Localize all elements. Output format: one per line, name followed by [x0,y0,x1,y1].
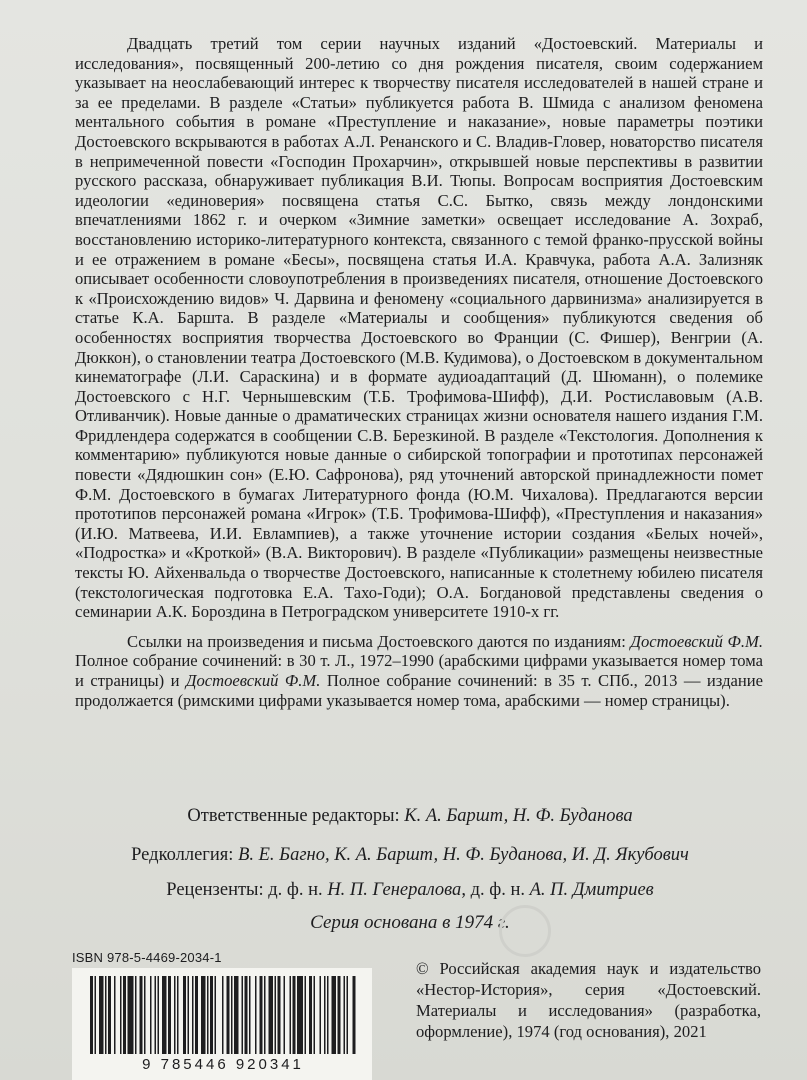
reviewers-label: Рецензенты: д. ф. н. [166,880,328,900]
barcode-bar [231,976,233,1054]
barcode [86,976,360,1054]
reviewer-2: А. П. Дмитриев [529,880,654,900]
annotation-text [75,34,763,710]
barcode-bar [305,976,307,1054]
barcode-bar [183,976,186,1054]
annotation-paragraph-2 [75,632,763,710]
citation-text-c: Полное собрание сочинений: в 30 т. Л., 1972–1990 (арабскими цифрами указывается номер тома и страницы) и [75,651,763,690]
barcode-bar [353,976,356,1054]
barcode-bar [90,976,93,1054]
editorial-board-line [60,845,760,866]
barcode-panel [72,968,372,1080]
barcode-bar [245,976,248,1054]
barcode-bar [347,976,349,1054]
barcode-bar [177,976,179,1054]
barcode-bar [174,976,176,1054]
barcode-bar [108,976,111,1054]
barcode-bar [120,976,122,1054]
barcode-bar [140,976,143,1054]
copyright-text: © Российская академия наук и издательство «Нестор-История», серия «Достоевский. Материалы и исследования» (разработка, оформление), 1974 (год основания), 2021 [416,959,761,1041]
barcode-bar [249,976,251,1054]
citation-text-e: Полное собрание сочинений: в 35 т. СПб., 2013 — издание продолжается (римскими цифрами указывается номер тома, арабскими — номер страницы). [75,671,763,710]
citation-author-2: Достоевский Ф.М. [185,671,321,690]
barcode-bar [260,976,263,1054]
barcode-bar [150,976,152,1054]
barcode-bar [210,976,213,1054]
reviewer-1: Н. П. Генералова [327,880,462,900]
editors-label: Ответственные редакторы: [187,806,405,826]
series-founded-line: Серия основана в 1974 г. [310,912,510,933]
publisher-watermark [440,905,610,961]
editors-names: К. А. Баршт, Н. Ф. Буданова [404,806,633,826]
barcode-bar [227,976,230,1054]
barcode-bar [309,976,312,1054]
barcode-bar [234,976,239,1054]
citation-text-a: Ссылки на произведения и письма Достоевского даются по изданиям: [127,631,631,651]
barcode-bar [269,976,274,1054]
barcode-bar [297,976,303,1054]
barcode-bar [158,976,160,1054]
barcode-digits: 9 785446 920341 [142,1056,304,1073]
barcode-bar [123,976,126,1054]
barcode-bar [195,976,198,1054]
citation-author-1: Достоевский Ф.М. [630,631,763,651]
barcode-bar [255,976,257,1054]
barcode-bar [222,976,224,1054]
annotation-paragraph-1: Двадцать третий том серии научных изданий «Достоевский. Материалы и исследования», посвященный 200-летию со дня рождения писателя, своим содержанием указывает на неослабевающий интерес к творчеству писателя исследователей в нашей стране и за ее пределами. В разделе «Статьи» публикуется работа В. Шмида с анализом феномена ментального события в романе «Преступление и наказание», новые параметры поэтики Достоевского вскрываются в работах А.Л. Ренанского и С. Владив-Гловер, новаторство писателя в непримеченной повести «Господин Прохарчин», открывшей новые перспективы в развитии русского рассказа, обнаруживает публикация В.И. Тюпы. Вопросам восприятия Достоевским идеологии «единоверия» посвящена статья С.С. Бытко, связь между лондонскими впечатлениями 1862 г. и очерком «Зимние заметки» освещает исследование А. Зохраб, восстановлению историко-литературного контекста, связанного с темой франко-прусской войны и ее отражением в романе «Бесы», посвящена статья И.А. Кравчука, работа А.А. Зализняк описывает особенности словоупотребления в произведениях писателя, отношение Достоевского к «Происхождению видов» Ч. Дарвина и феномену «социального дарвинизма» анализируется в статье К.А. Баршта. В разделе «Материалы и сообщения» публикуются сведения об особенностях восприятия творчества Достоевского во Франции (С. Фишер), Венгрии (А. Дюккон), о становлении театра Достоевского (М.В. Кудимова), о Достоевском в документальном кинематографе (Л.И. Сараскина) и в формате аудиоадаптаций (Д. Шюманн), о полемике Достоевского с Н.Г. Чернышевским (Т.Б. Трофимова-Шифф), Д.И. Ростиславовым (А.В. Отливанчик). Новые данные о драматических страницах жизни основателя нашего издания Г.М. Фридлендера содержатся в сообщении С.В. Березкиной. В разделе «Текстология. Дополнения к комментарию» публикуются новые данные о сибирской топографии и прототипах персонажей повести «Дядюшкин сон» (Е.Ю. Сафронова), ряд уточнений авторской принадлежности помет Ф.М. Достоевского в бумагах Литературного фонда (Ю.М. Чихалова). Предлагаются версии прототипов персонажей романа «Игрок» (Т.Б. Трофимова-Шифф), «Преступления и наказания» (И.Ю. Матвеева, И.И. Евлампиев), а также уточнение истории создания «Белых ночей», «Подростка» и «Кроткой» (В.А. Викторович). В разделе «Публикации» размещены неизвестные тексты Ю. Айхенвальда о творчестве Достоевского, написанные к столетнему юбилею писателя (текстологическая подготовка Е.А. Тахо-Годи); О.А. Богдановой представлены сведения о семинарии А.К. Бороздина в Петроградском университете 1910-х гг. [75,34,763,622]
barcode-bar [105,976,107,1054]
barcode-bar [114,976,116,1054]
barcode-bar [192,976,194,1054]
barcode-bar [293,976,296,1054]
barcode-bar [168,976,171,1054]
barcode-bar [327,976,329,1054]
barcode-bar [144,976,146,1054]
barcode-bar [155,976,157,1054]
barcode-bar [162,976,167,1054]
barcode-bar [215,976,217,1054]
barcode-bar [290,976,292,1054]
board-label: Редколлегия: [131,845,239,865]
board-names: В. Е. Багно, К. А. Баршт, Н. Ф. Буданова, И. Д. Якубович [238,845,689,865]
barcode-bar [128,976,134,1054]
barcode-bar [207,976,209,1054]
barcode-bar [284,976,286,1054]
barcode-bar [264,976,266,1054]
barcode-bar [201,976,206,1054]
barcode-bar [278,976,281,1054]
publisher-logo-icon [499,905,551,957]
barcode-bar [314,976,316,1054]
barcode-bar [338,976,341,1054]
isbn-label: ISBN 978-5-4469-2034-1 [72,950,222,965]
barcode-bar [99,976,104,1054]
copyright-notice [416,958,761,1042]
barcode-bar [344,976,346,1054]
barcode-bar [320,976,322,1054]
barcode-bar [332,976,337,1054]
reviewers-line [60,880,760,901]
reviewers-separator: , д. ф. н. [461,880,530,900]
barcode-bar [135,976,137,1054]
barcode-bar [188,976,190,1054]
executive-editors-line [60,806,760,827]
barcode-bar [324,976,326,1054]
barcode-bar [95,976,97,1054]
barcode-bar [242,976,244,1054]
barcode-bar [275,976,277,1054]
